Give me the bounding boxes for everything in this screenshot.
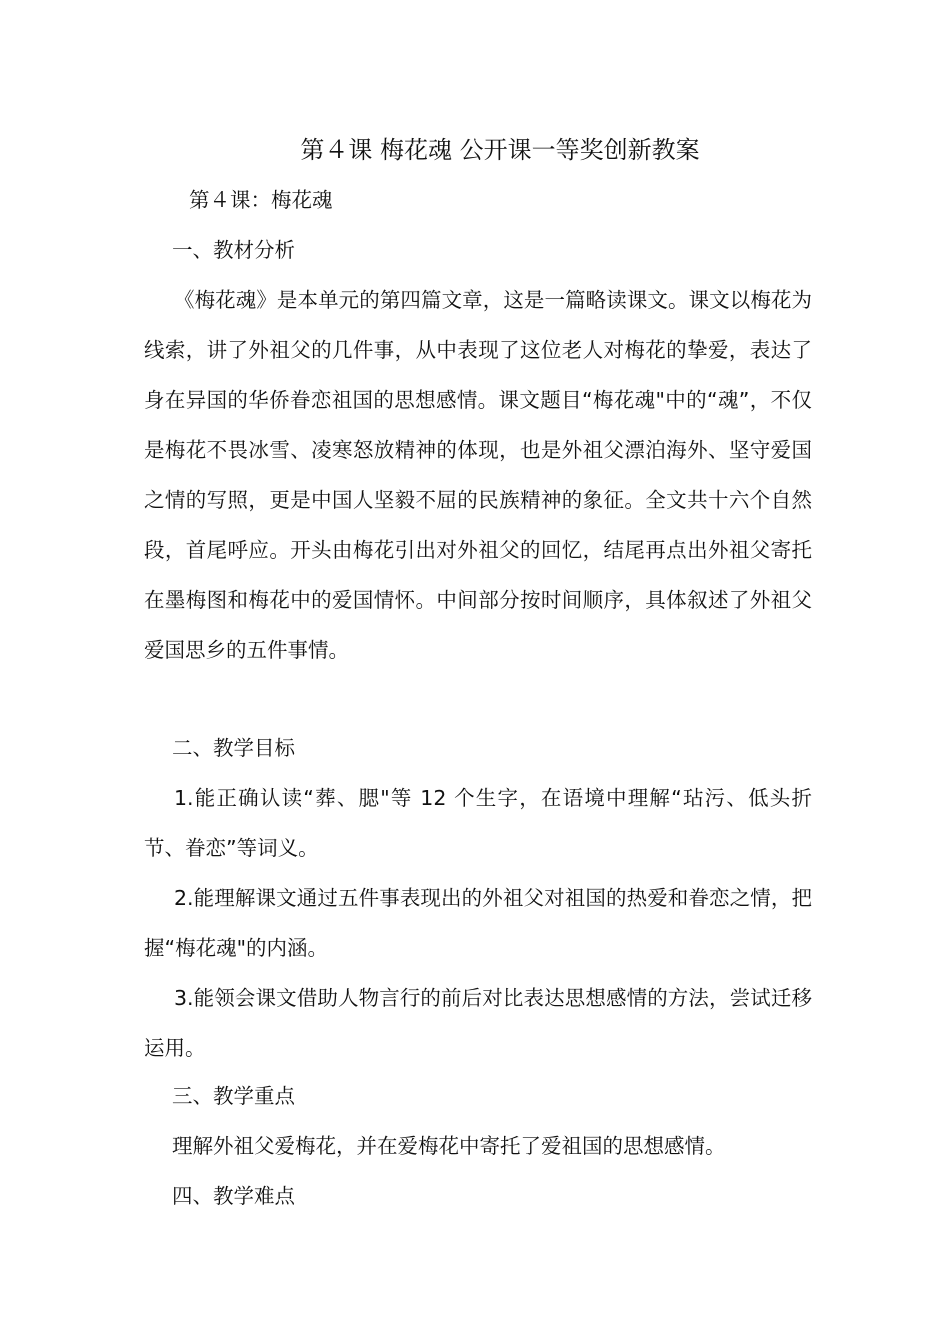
objective-item: 1.能正确认读“葬、腮"等 12 个生字，在语境中理解“玷污、低头折节、眷恋”等词义。 (144, 786, 812, 860)
key-points-text: 理解外祖父爱梅花，并在爱梅花中寄托了爱祖国的思想感情。 (172, 1134, 726, 1158)
objective-item: 3.能领会课文借助人物言行的前后对比表达思想感情的方法，尝试迁移运用。 (144, 986, 812, 1060)
section-heading-objectives: 二、教学目标 (172, 736, 295, 760)
lesson-line: 第４课：梅花魂 (189, 188, 333, 212)
section-heading-analysis: 一、教材分析 (172, 238, 295, 262)
analysis-paragraph: 《梅花魂》是本单元的第四篇文章，这是一篇略读课文。课文以梅花为线索，讲了外祖父的几件事，从中表现了这位老人对梅花的挚爱，表达了身在异国的华侨眷恋祖国的思想感情。课文题目“梅花魂"中的“魂”，不仅是梅花不畏冰雪、凌寒怒放精神的体现，也是外祖父漂泊海外、坚守爱国之情的写照，更是中国人坚毅不屈的民族精神的象征。全文共十六个自然段，首尾呼应。开头由梅花引出对外祖父的回忆，结尾再点出外祖父寄托在墨梅图和梅花中的爱国情怀。中间部分按时间顺序，具体叙述了外祖父爱国思乡的五件事情。 (144, 288, 812, 662)
objective-item: 2.能理解课文通过五件事表现出的外祖父对祖国的热爱和眷恋之情，把握“梅花魂"的内涵。 (144, 886, 812, 960)
section-heading-key-points: 三、教学重点 (172, 1084, 295, 1108)
document-title: 第４课 梅花魂 公开课一等奖创新教案 (300, 136, 700, 164)
section-heading-difficulties: 四、教学难点 (172, 1184, 295, 1208)
